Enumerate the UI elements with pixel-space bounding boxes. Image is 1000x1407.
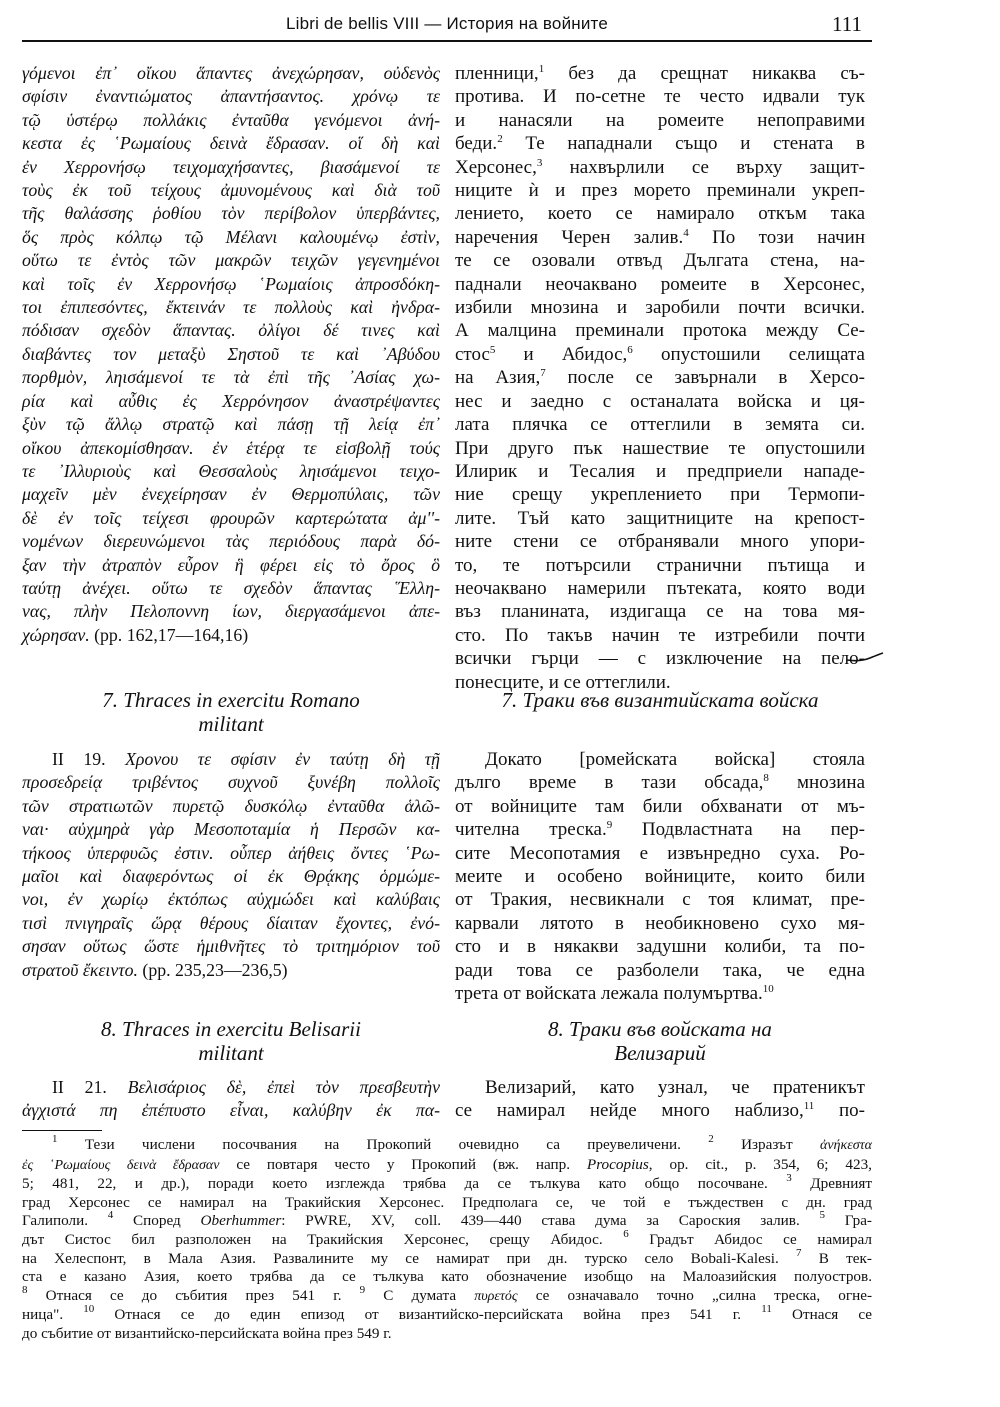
greek-text: τῆς θαλάσσης ῥοθίου τὸν περίβολον ὑπερβάντες,: [22, 203, 440, 224]
section-7-heading-latin: [22, 688, 440, 736]
greek-phrase: ἀνήκεστα: [819, 1138, 872, 1153]
greek-text-block-1: [22, 62, 440, 647]
text-line: [22, 771, 440, 794]
text-line: [455, 460, 865, 483]
section-8-heading-bulgarian: [455, 1017, 865, 1065]
text-line: [22, 795, 440, 818]
greek-text: ξαν τὴν ἀτραπὸν εὗρον ἣ φέρει εἰς τὸ ὄρος ὃ: [22, 554, 440, 575]
greek-text: νοι, ἐν χωρίῳ ἐκτόπως αὐχμώδει καὶ καλύβαις: [22, 889, 440, 910]
text-line: [22, 865, 440, 888]
text-line: [455, 554, 865, 577]
text-line: [455, 413, 865, 436]
text-run: пленници,: [455, 63, 539, 84]
text-line: [22, 959, 440, 982]
text-line: [22, 1099, 440, 1122]
greek-text: νομένων διερευνώμενοι τὰς περιόδους παρὰ δό-: [22, 531, 440, 552]
text-run: избили мнозина и заробили почти всички.: [455, 297, 865, 319]
footnote-marker: 8: [763, 772, 769, 785]
text-line: [22, 1246, 872, 1269]
text-line: [22, 109, 440, 132]
greek-text: τισὶ πνιγηραῖς ὥρᾳ θέρους δίαιταν ἔχοντες, ἐνό-: [22, 912, 440, 933]
text-line: [455, 865, 865, 888]
text-run: паднали неочаквано ромеите в Херсонес,: [455, 273, 865, 295]
heading-line: militant: [198, 712, 264, 736]
text-line: [455, 1099, 865, 1122]
page-reference: (pp. 162,17—164,16): [89, 624, 249, 645]
text-run: При друго пък нашествие те опустошили: [455, 437, 865, 459]
footnote-marker: 4: [107, 1209, 114, 1222]
greek-text-section-7: [22, 748, 440, 982]
greek-phrase: ἐς ῾Ρωμαίους δεινὰ ἔδρασαν: [22, 1157, 220, 1173]
greek-phrase: πυρετός: [474, 1288, 518, 1304]
text-run: Велизарий, като узнал, че пратеникът: [485, 1077, 865, 1098]
heading-line: 7. Траки във византийската войска: [501, 688, 819, 712]
greek-text: ρία καὶ αὖθις ἐς Χερρόνησον ἀναστρέψαντες: [22, 390, 440, 411]
heading-line: militant: [198, 1041, 264, 1065]
text-line: [22, 530, 440, 553]
text-run: Според: [113, 1212, 201, 1230]
greek-text: ἐν Χερρονήσῳ τειχομαχήσαντες, βιασάμενοί τε: [22, 156, 440, 177]
text-line: [22, 1133, 872, 1156]
greek-text: τοι ἐπιπεσόντες, ἔκτεινάν τε πολλοὺς καὶ ἠνδρα-: [22, 297, 440, 318]
text-line: [455, 959, 865, 982]
text-line: [22, 888, 440, 911]
text-run: Гра-: [825, 1212, 872, 1230]
text-line: [22, 624, 440, 647]
greek-text-section-8: [22, 1076, 440, 1123]
text-line: [22, 600, 440, 623]
text-run: протива. И по-сетне те често идвали тук: [455, 86, 865, 108]
text-line: [22, 1283, 872, 1307]
footnotes: [22, 1133, 873, 1344]
text-line: [455, 85, 865, 108]
text-run: Херсонес,: [455, 156, 537, 178]
text-run: Отнася се: [771, 1306, 872, 1324]
greek-text: ναι· αὐχμηρὰ γὰρ Μεσοποταμία ἡ Περσῶν κα-: [22, 819, 440, 840]
greek-text: δὲ ἐν τοῖς τείχεσι φρουρῶν καρτερώτατα ἀμ''-: [22, 507, 440, 528]
greek-text: τῷ ὑστέρῳ πολλάκις ἐνταῦθα γενόμενοι ἀνή-: [22, 109, 440, 130]
text-line: [455, 319, 865, 342]
footnote-marker: 3: [786, 1172, 792, 1185]
text-line: [22, 249, 440, 272]
footnote-marker: 10: [762, 983, 774, 996]
text-run: нес и заедно с останалата войска и ця-: [455, 390, 865, 412]
footnote-marker: 7: [540, 367, 546, 380]
text-line: [22, 460, 440, 483]
text-run: лението, което се намирало откъм така: [455, 203, 865, 225]
italic-term: Procopius: [586, 1155, 649, 1173]
text-line: [22, 1227, 872, 1250]
text-run: 5; 481, 22, и др.), поради което изглежда трябва да се тълкува като общо посочване.: [22, 1175, 787, 1193]
footnote-marker: 5: [489, 343, 496, 356]
text-line: [22, 202, 440, 225]
footnote-marker: 6: [627, 343, 633, 356]
text-run: А малцина преминали протока между Се-: [455, 320, 865, 342]
text-line: [455, 507, 865, 530]
text-line: [455, 437, 865, 460]
greek-text: οὕτω τε ἐντὸς τῶν μακρῶν τειχῶν γεγενημένοι: [22, 250, 440, 271]
text-run: Изразът: [713, 1136, 820, 1153]
text-line: [22, 156, 440, 179]
text-line: [455, 483, 865, 506]
text-run: и Абидос,: [495, 343, 628, 365]
text-run: трета от войската лежала полумъртва.: [455, 983, 763, 1005]
text-run: Тези числени посочвания на Прокопий очевидно са преувеличени.: [57, 1136, 709, 1153]
text-line: [22, 273, 440, 296]
text-run: беди.: [455, 133, 498, 155]
text-line: [455, 343, 865, 366]
footnote-marker: 11: [803, 1100, 815, 1113]
text-line: [455, 647, 865, 670]
text-run: и нанасяли на ромеите непоправими: [455, 109, 865, 131]
text-line: [455, 795, 865, 818]
footnote-marker: 4: [683, 226, 689, 239]
text-run: мнозина: [768, 772, 866, 794]
greek-text: πόδισαν σχεδὸν ἅπαντας. ὀλίγοι δέ τινες καὶ: [22, 320, 440, 341]
text-run: Отнася се до събития през 541 г.: [27, 1286, 360, 1304]
greek-text: κεστα ἐς ῾Ρωμαίους δεινὰ ἔδρασαν. οἵ δὴ καὶ: [22, 133, 440, 154]
text-run: карвали лятото в необикновено сухо мя-: [455, 912, 865, 934]
text-run: неочаквано намерили пътеката, която води: [455, 577, 865, 599]
footnote-marker: 3: [536, 156, 543, 169]
text-run: без да срещнат никаква съ-: [544, 63, 865, 84]
text-run: Градът Абидос се намирал: [628, 1230, 872, 1248]
greek-text: τῶν στρατιωτῶν πυρετῷ δυσκόλῳ ἐνταῦθα ἁλῶ-: [22, 795, 440, 816]
greek-text: ὅς πρὸς κόλπῳ τῷ Μέλανι καλουμένῳ ἐστὶν,: [22, 226, 440, 247]
text-line: [22, 554, 440, 577]
text-line: [455, 156, 865, 179]
text-run: Подвластната на пер-: [612, 819, 865, 841]
text-line: [22, 1268, 872, 1287]
running-header: [22, 10, 872, 42]
running-title: Libri de bellis VIII — История на войните: [285, 14, 609, 33]
greek-text: γόμενοι ἐπ᾽ οἴκου ἅπαντες ἀνεχώρησαν, οὐδενὸς: [22, 63, 440, 83]
text-run: те се озовали отвъд Дългата стена, на-: [455, 250, 865, 272]
text-line: [455, 226, 865, 249]
text-line: [455, 842, 865, 865]
text-run: Древният: [791, 1175, 873, 1193]
text-line: [22, 1076, 440, 1099]
text-line: [455, 390, 865, 413]
text-run: после се завърнали в Херсо-: [545, 367, 865, 389]
text-line: [22, 62, 440, 85]
text-run: сите Месопотамия е извънредно суха. Ро-: [455, 842, 865, 864]
text-line: [455, 577, 865, 600]
text-line: [455, 179, 865, 202]
text-run: чителна треска.: [455, 819, 607, 841]
page-number: 111: [832, 12, 862, 36]
footnote-marker: 2: [497, 133, 503, 146]
greek-text: πορθμὸν, ληισάμενοί τε τὰ ἐπὶ τῆς ᾿Ασίας χω-: [22, 367, 440, 388]
text-line: [22, 1303, 872, 1325]
text-line: [455, 296, 865, 319]
greek-text: σφίσιν ἐναντιώματος ἀπαντήσαντος. χρόνῳ τε: [22, 86, 440, 107]
text-line: [455, 202, 865, 225]
text-run: се повтаря често у Прокопий (вж. напр.: [219, 1155, 587, 1173]
section-8-heading-latin: [22, 1017, 440, 1065]
heading-line: 8. Траки във войската на: [548, 1017, 772, 1041]
footnote-marker: 1: [538, 63, 545, 75]
text-run: лата плячка се оттеглили в земята си.: [455, 414, 865, 436]
footnote-marker: 7: [796, 1246, 802, 1259]
text-line: [455, 273, 865, 296]
text-line: [22, 179, 440, 202]
text-line: [22, 296, 440, 319]
text-run: от Тракия, несвикнали с тоя климат, пре-: [455, 889, 865, 911]
greek-text: οἴκου ἀπεκομίσθησαν. ἐν ἑτέρᾳ τε εἰσβολῇ τούς: [22, 437, 440, 458]
text-run: сто. По такъв начин те изтребили почти: [455, 624, 865, 646]
text-line: [22, 390, 440, 413]
text-line: [22, 912, 440, 935]
text-line: [22, 1209, 872, 1231]
text-run: всички гърци — с изключение на пело-: [455, 648, 865, 670]
text-run: наречения Черен залив.: [455, 226, 684, 248]
bulgarian-text-section-7: [455, 748, 865, 1005]
text-run: : PWRE, XV, coll. 439—440 става дума за Сароския залив.: [281, 1212, 820, 1230]
text-run: дът Систос бил разположен на Тракийския Херсонес, срещу Абидос.: [22, 1230, 624, 1248]
text-run: Те нападнали също и стената в: [502, 133, 865, 155]
text-line: [455, 771, 865, 794]
footnote-marker: 8: [22, 1283, 28, 1296]
text-line: [22, 1172, 873, 1194]
text-line: [22, 226, 440, 249]
text-run: По този начин: [688, 226, 865, 248]
text-run: се намирал нейде много наблизо,: [455, 1100, 804, 1122]
heading-line: 7. Thraces in exercitu Romano: [102, 688, 360, 712]
greek-text: προσεδρείᾳ τριβέντος συχνοῦ ξυνέβη πολλοῖς: [22, 772, 440, 793]
greek-text: μαῖοι καὶ διαφερόντως οἱ ἐκ Θρᾴκης ὁρμώμε-: [22, 866, 440, 887]
text-line: [455, 748, 865, 771]
footnote-marker: 9: [606, 819, 613, 832]
text-line: [22, 319, 440, 342]
text-line: [455, 1076, 865, 1099]
greek-text: νας, πλὴν Πελοποννη ίων, διεργασάμενοι ἀπε-: [22, 601, 440, 622]
text-line: [22, 343, 440, 366]
text-line: [22, 366, 440, 389]
text-line: [455, 888, 865, 911]
text-line: [22, 483, 440, 506]
page-reference: (pp. 235,23—236,5): [137, 959, 288, 980]
footnote-marker: 10: [83, 1303, 95, 1316]
text-line: [455, 912, 865, 935]
text-line: [455, 366, 865, 389]
greek-text: τήκοος ὑπερφυῶς ἐστιν. οὗπερ ἀήθεις ὄντες ῾Ρω-: [22, 842, 440, 863]
footnote-separator: [22, 1130, 102, 1131]
greek-text: ταύτῃ ἀνέχει. οὕτω τε σχεδὸν ἅπαντας ῞Ελλη-: [22, 577, 440, 598]
greek-text: Βελισάριος δὲ, ἐπεὶ τὸν πρεσβευτὴν: [127, 1077, 440, 1097]
greek-text: διαβάντες τον μεταξὺ Σηστοῦ τε καὶ ᾿Αβύδου: [22, 343, 440, 364]
footnote-marker: 9: [359, 1283, 366, 1296]
page-mark: [845, 650, 885, 664]
text-line: [22, 413, 440, 436]
greek-text: σησαν οὕτως ὥστε ἡμιθνῆτες τὸ τριτημόριον τοῦ: [22, 936, 440, 957]
text-line: [455, 132, 865, 155]
heading-line: Велизарий: [614, 1041, 706, 1065]
paragraph-number: II 19.: [52, 749, 126, 769]
text-line: [22, 818, 440, 841]
text-run: меите и особено войниците, които били: [455, 866, 865, 888]
text-line: [22, 748, 440, 771]
text-run: на Азия,: [455, 367, 541, 389]
text-run: лите. Тъй като защитниците на крепост-: [455, 507, 865, 529]
footnote-marker: 5: [819, 1209, 826, 1222]
text-run: , op. cit., p. 354, 6; 423,: [648, 1155, 872, 1173]
text-run: се означавало точно „силна треска, огне-: [517, 1286, 872, 1304]
greek-text: ἀγχιστά πη ἐπέπυστο εἶναι, καλύβην ἐκ πα-: [22, 1100, 440, 1121]
text-run: ние срещу укреплението при Термопи-: [455, 484, 865, 506]
text-line: [22, 1325, 872, 1344]
text-run: Докато [ромейската войска] стояла: [485, 749, 865, 770]
text-line: [22, 437, 440, 460]
text-run: понесците, и се оттеглили.: [455, 671, 671, 693]
text-line: [22, 577, 440, 600]
footnote-marker: 1: [52, 1133, 58, 1145]
text-line: [455, 935, 865, 958]
text-line: [22, 1194, 872, 1213]
paragraph-number: II 21.: [52, 1077, 128, 1097]
text-run: на Хелеспонт, в Мала Азия. Развалините му се намират при дн. турско село Bobali-Kalesi.: [22, 1249, 797, 1267]
text-run: С думата: [365, 1286, 475, 1304]
text-line: [455, 624, 865, 647]
text-run: сто и в някакви задушни колиби, та по-: [455, 936, 865, 958]
text-line: [22, 132, 440, 155]
text-run: дълго време в тази обсада,: [455, 772, 764, 794]
text-run: по-: [814, 1100, 865, 1122]
greek-text: τοὺς ἐκ τοῦ τείχους ἀμυνομένους καὶ διὰ τοῦ: [22, 180, 440, 201]
text-run: ните стени се отбранявали много упори-: [455, 531, 865, 553]
text-line: [22, 1156, 872, 1176]
text-run: то, те потърсили странични пътища и: [455, 554, 865, 576]
greek-text: στρατοῦ ἔκειντο.: [22, 959, 138, 980]
text-line: [22, 935, 440, 958]
text-run: опустошили селищата: [632, 343, 865, 365]
text-line: [455, 249, 865, 272]
footnote-marker: 11: [761, 1303, 772, 1316]
greek-text: τε ᾿Ιλλυριοὺς καὶ Θεσσαλοὺς ληισάμενοι τειχο-: [22, 460, 440, 481]
text-run: нахвърлили се върху защит-: [542, 156, 865, 178]
greek-text: χώρησαν.: [22, 624, 90, 645]
text-run: въз планината, издигаща се на това мя-: [455, 601, 865, 623]
text-line: [455, 62, 865, 85]
text-line: [455, 600, 865, 623]
text-line: [455, 530, 865, 553]
footnote-marker: 6: [623, 1227, 629, 1240]
text-line: [455, 818, 865, 841]
bulgarian-text-block-1: [455, 62, 865, 694]
text-line: [455, 982, 865, 1005]
text-run: от войниците там били обхванати от мъ-: [455, 795, 865, 817]
greek-text: καὶ τοῖς ἐν Χερρονήσῳ ῾Ρωμαίοις ἀπροσδόκη-: [22, 273, 440, 294]
heading-line: 8. Thraces in exercitu Belisarii: [101, 1017, 361, 1041]
text-run: до събитие от византийско-персийската война през 549 г.: [22, 1324, 392, 1342]
section-7-heading-bulgarian: [455, 688, 865, 712]
italic-term: Oberhummer: [200, 1212, 282, 1230]
text-run: ради това се разболели така, че една: [455, 959, 865, 981]
text-run: ниците ѝ и през морето преминали укреп-: [455, 180, 865, 202]
text-line: [22, 507, 440, 530]
greek-text: ξὺν τῷ ἄλλῳ στρατῷ καὶ πάσῃ τῇ λείᾳ ἐπ᾽: [22, 414, 440, 435]
greek-text: μαχεῖν μὲν ἐνεχείρησαν ἐν Θερμοπύλαις, τῶν: [22, 484, 440, 505]
text-line: [455, 109, 865, 132]
footnote-marker: 2: [708, 1133, 714, 1145]
text-line: [22, 842, 440, 865]
text-run: Отнася се до един епизод от византийско-персийската война през 541 г.: [94, 1306, 762, 1324]
text-run: стос: [455, 343, 490, 365]
text-run: ста е казано Азия, което трябва да се тълкува като обозначение изобщо на Малоазийския полуостров.: [22, 1268, 872, 1286]
bulgarian-text-section-8: [455, 1076, 865, 1123]
text-run: Илирик и Тесалия и предприели нападе-: [455, 460, 865, 482]
text-run: град Херсонес се намирал на Тракийския Херсонес. Предполага се, че той е тъждествен с дн. град: [22, 1193, 872, 1211]
text-run: Галиполи.: [22, 1212, 108, 1230]
greek-text: Χρονου τε σφίσιν ἐν ταύτῃ δὴ τῇ: [125, 749, 440, 769]
text-run: В тек-: [801, 1249, 872, 1267]
text-line: [22, 85, 440, 108]
text-run: ница".: [22, 1306, 84, 1324]
